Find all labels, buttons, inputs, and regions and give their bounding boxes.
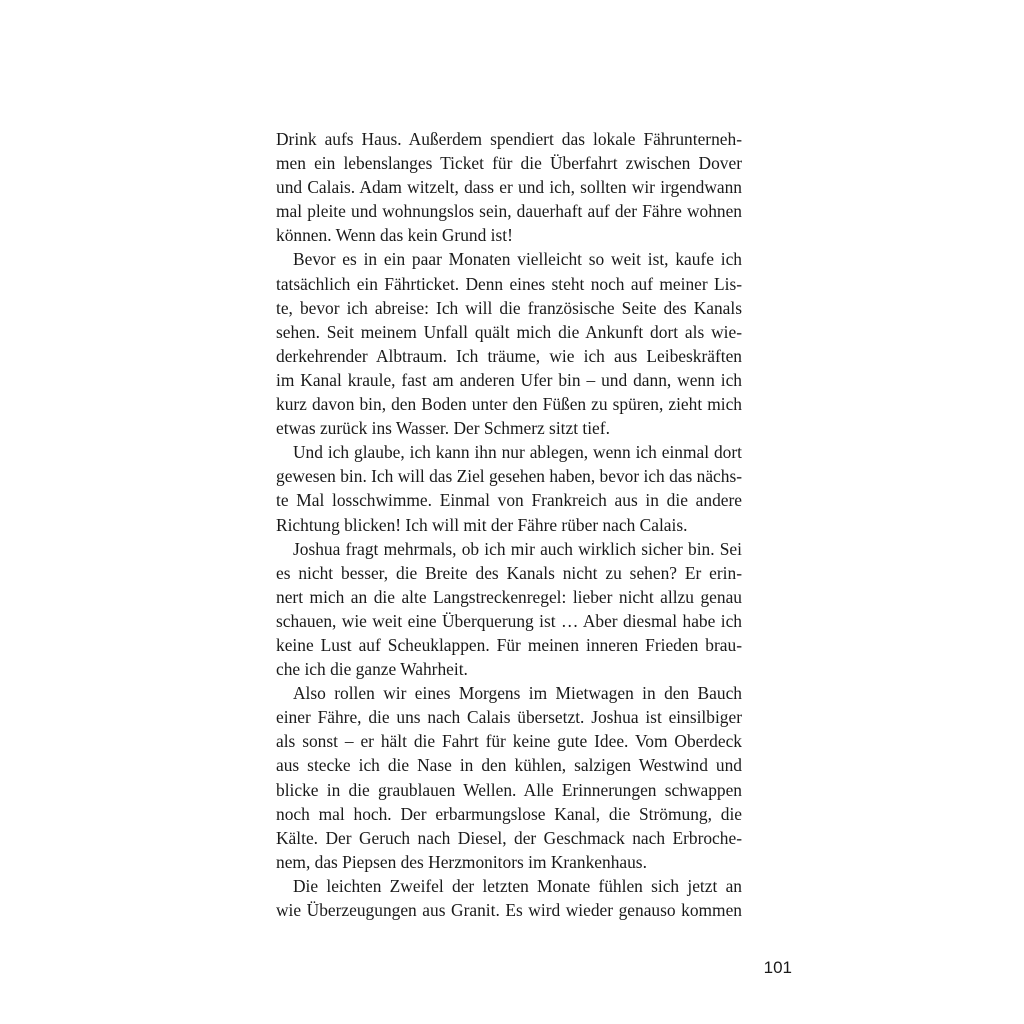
text-line: che ich die ganze Wahrheit. [276,659,468,680]
text-line: Bevor es in ein paar Monaten vielleicht so weit ist, kaufe ich [293,249,742,270]
text-line: te, bevor ich abreise: Ich will die französische Seite des Kanals [276,297,742,318]
text-line: nert mich an die alte Langstreckenregel: lieber nicht allzu genau [276,586,742,607]
text-line: Also rollen wir eines Morgens im Mietwagen in den Bauch [293,683,742,704]
text-line: derkehrender Albtraum. Ich träume, wie ich aus Leibeskräften [276,345,742,366]
text-line: wie Überzeugungen aus Granit. Es wird wieder genauso kommen [276,900,742,920]
text-line: es nicht besser, die Breite des Kanals nicht zu sehen? Er erin- [276,562,742,583]
text-line: schauen, wie weit eine Überquerung ist … Aber diesmal habe ich [276,610,742,631]
text-line: sehen. Seit meinem Unfall quält mich die Ankunft dort als wie- [276,321,742,342]
text-line: gewesen bin. Ich will das Ziel gesehen haben, bevor ich das nächs- [276,466,743,487]
text-line: blicke in die graublauen Wellen. Alle Erinnerungen schwappen [276,779,742,800]
text-line: men ein lebenslanges Ticket für die Überfahrt zwischen Dover [276,153,742,174]
text-line: Kälte. Der Geruch nach Diesel, der Geschmack nach Erbroche- [276,827,742,848]
text-line: und Calais. Adam witzelt, dass er und ich, sollten wir irgendwann [276,177,742,198]
text-line: Joshua fragt mehrmals, ob ich mir auch wirklich sicher bin. Sei [293,538,742,559]
text-line: mal pleite und wohnungslos sein, dauerhaft auf der Fähre wohnen [276,201,742,222]
text-line: kurz davon bin, den Boden unter den Füßen zu spüren, zieht mich [276,394,742,415]
text-line: aus stecke ich die Nase in den kühlen, salzigen Westwind und [276,755,742,776]
text-line: Richtung blicken! Ich will mit der Fähre rüber nach Calais. [276,514,688,535]
text-line: keine Lust auf Scheuklappen. Für meinen inneren Frieden brau- [276,634,742,655]
page-number: 101 [763,958,792,977]
text-line: etwas zurück ins Wasser. Der Schmerz sitzt tief. [276,418,610,439]
text-line: tatsächlich ein Fährticket. Denn eines steht noch auf meiner Lis- [276,273,742,294]
body-text [276,127,742,922]
text-line: können. Wenn das kein Grund ist! [276,225,513,246]
text-line: te Mal losschwimme. Einmal von Frankreich aus in die andere [276,490,742,511]
text-line: im Kanal kraule, fast am anderen Ufer bin – und dann, wenn ich [276,369,742,390]
text-line: Die leichten Zweifel der letzten Monate fühlen sich jetzt an [293,875,742,896]
text-line: einer Fähre, die uns nach Calais übersetzt. Joshua ist einsilbiger [276,707,742,728]
text-line: nem, das Piepsen des Herzmonitors im Krankenhaus. [276,851,647,872]
text-line: Und ich glaube, ich kann ihn nur ablegen, wenn ich einmal dort [293,442,742,463]
text-line: Drink aufs Haus. Außerdem spendiert das lokale Fährunterneh- [276,129,742,149]
text-line: noch mal hoch. Der erbarmungslose Kanal, die Strömung, die [276,803,742,824]
text-line: als sonst – er hält die Fahrt für keine gute Idee. Vom Oberdeck [276,731,742,752]
